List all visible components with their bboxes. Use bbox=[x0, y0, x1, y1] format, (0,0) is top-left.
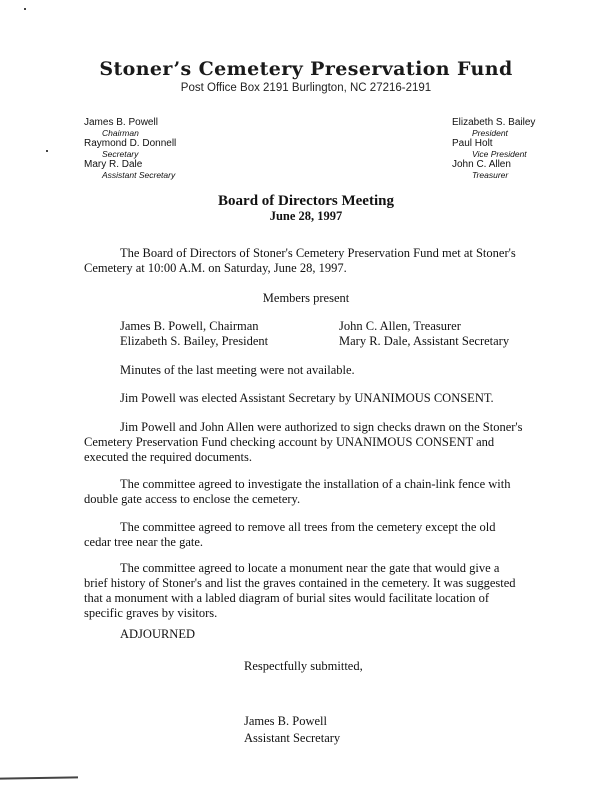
meeting-date: June 28, 1997 bbox=[269, 209, 343, 223]
scan-edge-line bbox=[0, 776, 78, 779]
signature-block bbox=[244, 713, 340, 747]
paragraph-text: Jim Powell was elected Assistant Secretary by UNANIMOUS CONSENT. bbox=[120, 391, 494, 405]
intro-paragraph bbox=[84, 246, 524, 276]
scan-speck bbox=[46, 150, 48, 152]
member-entry: John C. Allen, Treasurer bbox=[339, 319, 461, 333]
paragraph-text: Minutes of the last meeting were not available. bbox=[120, 363, 355, 377]
officer-name: Raymond D. Donnell bbox=[84, 138, 177, 149]
officer bbox=[84, 118, 176, 139]
paragraph-3 bbox=[84, 420, 524, 465]
paragraph-4 bbox=[84, 477, 524, 507]
officer bbox=[452, 139, 535, 160]
officer-title: Assistant Secretary bbox=[102, 170, 176, 180]
member-entry: Mary R. Dale, Assistant Secretary bbox=[339, 334, 510, 348]
adjourned-text: ADJOURNED bbox=[120, 627, 195, 641]
officer-name: Mary R. Dale bbox=[84, 159, 143, 170]
officer bbox=[84, 139, 176, 160]
officer-name: John C. Allen bbox=[452, 159, 511, 170]
officer-name: James B. Powell bbox=[84, 117, 158, 128]
officer-title: Chairman bbox=[102, 128, 139, 138]
signer-name: James B. Powell bbox=[244, 714, 327, 728]
paragraph-text: The committee agreed to investigate the installation of a chain-link fence with double gate access to enclose the cemetery. bbox=[84, 477, 511, 506]
member-entry: Elizabeth S. Bailey, President bbox=[120, 334, 269, 348]
members-heading: Members present bbox=[262, 291, 350, 305]
officer bbox=[84, 160, 176, 181]
organization-address: Post Office Box 2191 Burlington, NC 27216-2191 bbox=[180, 82, 432, 94]
paragraph-1 bbox=[84, 363, 524, 378]
officer-name: Paul Holt bbox=[452, 138, 493, 149]
officer-title: Secretary bbox=[102, 149, 139, 159]
officer-title: Treasurer bbox=[472, 170, 509, 180]
paragraph-text: The committee agreed to remove all trees from the cemetery except the old cedar tree near the gate. bbox=[84, 520, 496, 549]
meeting-title: Board of Directors Meeting bbox=[218, 193, 394, 209]
paragraph-5 bbox=[84, 520, 524, 550]
paragraph-6 bbox=[84, 561, 524, 621]
officer bbox=[452, 160, 535, 181]
members-column-2 bbox=[339, 319, 509, 349]
officer-title: Vice President bbox=[472, 149, 527, 159]
member-entry: James B. Powell, Chairman bbox=[120, 319, 259, 333]
officer bbox=[452, 118, 535, 139]
paragraph-2 bbox=[84, 391, 524, 406]
officers-left bbox=[84, 118, 176, 181]
officers-right bbox=[452, 118, 535, 181]
paragraph-text: The committee agreed to locate a monument near the gate that would give a brief history of Stoner's and list the graves contained in the cemetery. It was suggested that a monument with a labled diagram of burial sites would facilitate location of specific graves by visitors. bbox=[84, 561, 516, 620]
paragraph-text: Jim Powell and John Allen were authorized to sign checks drawn on the Stoner's Cemetery Preservation Fund checking account by UNANIMOUS CONSENT and executed the required documents. bbox=[84, 420, 523, 464]
closing-text: Respectfully submitted, bbox=[244, 659, 363, 673]
paragraph-text: The Board of Directors of Stoner's Cemetery Preservation Fund met at Stoner's Cemetery at 10:00 A.M. on Saturday, June 28, 1997. bbox=[84, 246, 516, 275]
organization-name: Stoner’s Cemetery Preservation Fund bbox=[99, 58, 513, 80]
officer-name: Elizabeth S. Bailey bbox=[452, 117, 536, 128]
scan-speck bbox=[24, 8, 26, 10]
members-column-1 bbox=[120, 319, 268, 349]
signer-title: Assistant Secretary bbox=[244, 731, 341, 745]
officer-title: President bbox=[472, 128, 508, 138]
